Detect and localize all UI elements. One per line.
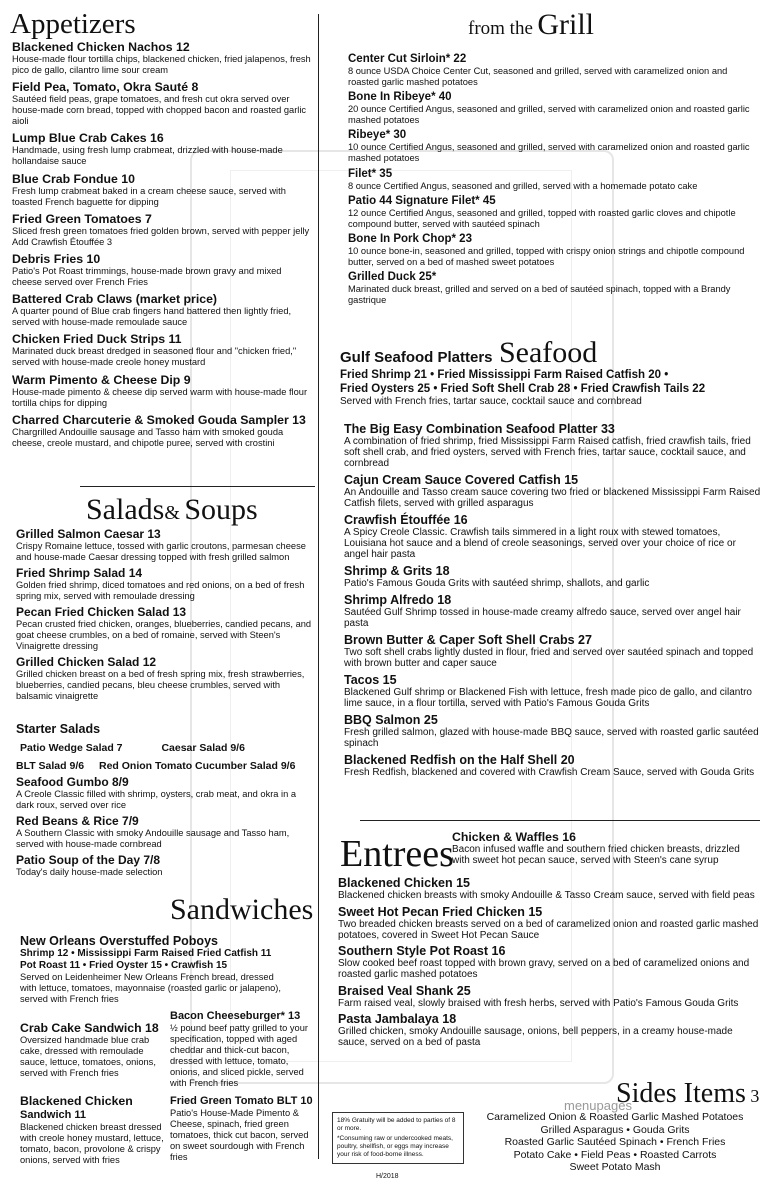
item-desc: Marinated duck breast, grilled and served on a bed of sautéed spinach, topped with a Brandy gastrique — [348, 284, 731, 306]
entrees-list — [338, 876, 762, 1052]
sandwiches-heading-text: Sandwiches — [170, 893, 314, 926]
item-desc: Blackened chicken breasts with smoky Andouille & Tasso Cream sauce, served with field peas — [338, 890, 755, 901]
item-name: Tacos 15 — [344, 673, 397, 687]
item-name: Pasta Jambalaya 18 — [338, 1012, 457, 1026]
item-name: Field Pea, Tomato, Okra Sauté 8 — [12, 80, 199, 95]
sides-list — [468, 1111, 762, 1174]
item-name: Charred Charcuterie & Smoked Gouda Sampler 13 — [12, 412, 306, 427]
poboy-line-2: Pot Roast 11 • Fried Oyster 15 • Crawfish 15 — [20, 960, 228, 971]
side-item-line: Caramelized Onion & Roasted Garlic Mashed Potatoes — [486, 1111, 744, 1123]
menu-item — [344, 422, 762, 469]
item-name: Center Cut Sirloin* 22 — [348, 53, 467, 65]
item-desc: Sautéed field peas, grape tomatoes, and fresh cut okra served over house-made corn bread, topped with chopped bacon and roasted garlic aioli — [12, 94, 307, 127]
starter-item: Red Onion Tomato Cucumber Salad 9/6 — [99, 760, 296, 772]
item-desc: 10 ounce Certified Angus, seasoned and grilled, served with caramelized onion and roasted garlic mashed potatoes — [348, 142, 750, 164]
item-desc: Blackened chicken breast dressed with creole honey mustard, lettuce, tomato, bacon, provolone & crispy onions, served with fries — [20, 1122, 164, 1165]
seafood-platters-heading: Gulf Seafood Platters — [340, 349, 493, 366]
starter-salads — [16, 722, 316, 773]
item-desc: A Spicy Creole Classic. Crawfish tails simmered in a light roux with stewed tomatoes, Louisiana hot sauce and a blend of creole seasonings, served over your choice of rice or angel hair pasta — [344, 527, 736, 560]
crab-cake-sandwich — [20, 1021, 168, 1079]
menu-item — [338, 1012, 762, 1048]
item-name: Battered Crab Claws (market price) — [12, 292, 218, 307]
item-name: The Big Easy Combination Seafood Platter 33 — [344, 422, 615, 436]
item-name: Braised Veal Shank 25 — [338, 983, 471, 998]
item-name: Blackened Chicken — [20, 1094, 133, 1108]
menu-item — [16, 775, 316, 811]
menu-item — [348, 90, 758, 126]
seafood-divider — [360, 820, 760, 821]
menu-item — [16, 853, 316, 878]
menu-item — [344, 513, 762, 560]
menu-item — [348, 270, 758, 306]
item-desc: Slow cooked beef roast topped with brown gravy, served on a bed of caramelized onions and roasted garlic mashed potatoes — [338, 958, 750, 980]
menu-item — [348, 52, 758, 88]
chicken-and-waffles — [452, 830, 760, 866]
menu-item — [344, 673, 762, 709]
menu-item — [12, 40, 312, 76]
item-desc: Pecan crusted fried chicken, oranges, blueberries, candied pecans, and goat cheese crumbles, on a bed of romaine, served with Steen's Vinaigrette dressing — [16, 619, 312, 651]
menu-item — [16, 814, 316, 850]
salads-heading-word2: Soups — [184, 493, 258, 526]
seafood-heading — [340, 338, 597, 368]
item-name: Bone In Pork Chop* 23 — [348, 232, 472, 245]
side-item-line: Sweet Potato Mash — [569, 1161, 661, 1173]
item-name: Shrimp Alfredo 18 — [344, 593, 452, 607]
side-item-line: Potato Cake • Field Peas • Roasted Carrots — [513, 1148, 717, 1161]
menu-item — [12, 292, 312, 328]
item-name: Ribeye* 30 — [348, 129, 407, 142]
item-desc: A quarter pound of Blue crab fingers hand battered then lightly fried, served with house-made remoulade sauce — [12, 306, 292, 328]
menu-item — [344, 713, 762, 749]
starter-item: Caesar Salad 9/6 — [161, 742, 245, 754]
gratuity-notice — [332, 1112, 464, 1164]
menu-item — [338, 905, 762, 941]
menu-item — [344, 593, 762, 629]
sides-heading — [616, 1080, 759, 1108]
item-desc: Marinated duck breast dredged in seasoned flour and "chicken fried," served with house-made creole honey mustard — [12, 346, 297, 368]
menu-item — [16, 566, 316, 602]
item-desc: An Andouille and Tasso cream sauce covering two fried or blackened Mississippi Farm Raised Catfish filets, served with grilled asparagus — [344, 487, 761, 509]
item-desc: Crispy Romaine lettuce, tossed with garlic croutons, parmesan cheese and house-made Caesar dressing topped with fresh grilled salmon — [16, 541, 306, 562]
item-desc: Grilled chicken breast on a bed of fresh spring mix, fresh strawberries, blueberries, candied pecans, bleu cheese crumbles, served with balsamic vinaigrette — [16, 669, 305, 701]
item-name: BBQ Salmon 25 — [344, 713, 438, 727]
item-name: Southern Style Pot Roast 16 — [338, 944, 506, 958]
side-item-line: Roasted Garlic Sautéed Spinach • French Fries — [504, 1136, 726, 1148]
gratuity-text: 18% Gratuity will be added to parties of 8 or more. — [337, 1117, 456, 1132]
poboys — [20, 934, 320, 1005]
menu-item — [344, 564, 762, 589]
grill-list — [348, 52, 758, 308]
item-desc: A combination of fried shrimp, fried Mississippi Farm Raised catfish, fried crawfish tails, fried soft shell crab, and fried oysters, served with French fries, tartar sauce, cocktail sauce, and cornbread — [344, 436, 751, 469]
item-name: Patio Soup of the Day 7/8 — [16, 853, 161, 867]
blackened-chicken-sandwich — [20, 1094, 168, 1166]
menu-item — [348, 128, 758, 164]
platter-line-1: Fried Shrimp 21 • Fried Mississippi Farm Raised Catfish 20 • — [340, 369, 669, 381]
print-date: H/2018 — [376, 1173, 399, 1180]
appetizers-heading: Appetizers — [10, 8, 136, 40]
menu-item — [12, 212, 312, 248]
item-name: Chicken & Waffles 16 — [452, 830, 576, 844]
item-desc: 8 ounce USDA Choice Center Cut, seasoned and grilled, served with caramelized onion and roasted garlic mashed potatoes — [348, 66, 728, 87]
menu-item — [12, 413, 312, 449]
item-name: Shrimp & Grits 18 — [344, 564, 450, 578]
item-name: Patio 44 Signature Filet* 45 — [348, 194, 496, 207]
item-desc: Grilled chicken, smoky Andouille sausage, onions, bell peppers, in a creamy house-made sauce, served on a bed of pasta — [338, 1026, 733, 1048]
item-desc: Fresh lump crabmeat baked in a cream cheese sauce, served with toasted French baguette for dipping — [12, 185, 286, 207]
entrees-heading — [340, 835, 454, 873]
item-desc: Golden fried shrimp, diced tomatoes and red onions, on a bed of fresh spring mix, served with remoulade dressing — [16, 580, 305, 601]
item-desc: Fresh Redfish, blackened and covered with Crawfish Cream Sauce, served with Gouda Grits — [344, 767, 755, 778]
sides-price: 3 — [750, 1086, 760, 1106]
item-name: Fried Green Tomatoes 7 — [12, 211, 152, 226]
item-desc: Handmade, using fresh lump crabmeat, drizzled with house-made hollandaise sauce — [12, 145, 283, 167]
bacon-cheeseburger — [170, 1009, 320, 1089]
item-desc: Farm raised veal, slowly braised with fresh herbs, served with Patio's Famous Gouda Grits — [338, 997, 739, 1009]
menu-item — [12, 131, 312, 167]
salads-list — [16, 527, 316, 705]
item-desc: ½ pound beef patty grilled to your specification, topped with aged cheddar and thick-cut bacon, dressed with lettuce, tomato, onions, and sliced pickle, served with French fries — [170, 1023, 308, 1088]
item-name: Grilled Chicken Salad 12 — [16, 655, 157, 669]
item-name: Lump Blue Crab Cakes 16 — [12, 131, 164, 146]
starter-row-1 — [16, 741, 316, 755]
menu-item — [344, 633, 762, 669]
platter-desc: Served with French fries, tartar sauce, cocktail sauce and cornbread — [340, 396, 642, 407]
soups-list — [16, 775, 316, 881]
menu-item — [12, 252, 312, 288]
item-desc: Today's daily house-made selection — [16, 867, 163, 877]
salads-heading-word1: Salads — [86, 493, 165, 526]
item-name: Blackened Redfish on the Half Shell 20 — [344, 753, 575, 767]
item-name: Fried Shrimp Salad 14 — [16, 566, 143, 580]
item-desc: Oversized handmade blue crab cake, dressed with remoulade sauce, lettuce, tomatoes, onions, served with French fries — [20, 1035, 156, 1078]
poboy-name: New Orleans Overstuffed Poboys — [20, 934, 218, 948]
menu-item — [16, 605, 316, 652]
sides-heading-text: Sides Items — [616, 1078, 746, 1109]
item-name: Seafood Gumbo 8/9 — [16, 775, 129, 789]
item-desc: House-made flour tortilla chips, blackened chicken, fried jalapenos, fresh pico de gallo, cilantro lime sour cream — [12, 54, 311, 75]
menu-item — [12, 373, 312, 409]
grill-heading-big: Grill — [537, 8, 595, 41]
appetizers-divider — [80, 486, 315, 487]
item-name: Debris Fries 10 — [12, 251, 101, 266]
item-desc: 10 ounce bone-in, seasoned and grilled, topped with crispy onion strings and chipotle compound butter, served on a bed of mashed sweet potatoes — [348, 245, 745, 267]
item-desc: Fresh grilled salmon, glazed with house-made BBQ sauce, served with roasted garlic sautéed spinach — [344, 727, 759, 749]
starter-item: BLT Salad 9/6 — [16, 760, 85, 772]
menu-item — [16, 655, 316, 702]
platter-line-2: Fried Oysters 25 • Fried Soft Shell Crab 28 • Fried Crawfish Tails 22 — [340, 383, 706, 395]
item-name: Brown Butter & Caper Soft Shell Crabs 27 — [344, 633, 592, 647]
starter-salads-heading: Starter Salads — [16, 722, 101, 736]
item-desc: Blackened Gulf shrimp or Blackened Fish with lettuce, fresh made pico de gallo, and cilantro lime sauce, in a flour tortilla, served with Patio's Famous Gouda Grits — [344, 687, 752, 709]
fried-green-tomato-blt — [170, 1094, 320, 1163]
poboy-line-1: Shrimp 12 • Mississippi Farm Raised Fried Catfish 11 — [20, 948, 272, 959]
seafood-list — [344, 422, 762, 782]
menu-item — [344, 473, 762, 509]
item-desc: Patio's Famous Gouda Grits with sautéed shrimp, shallots, and garlic — [344, 578, 650, 589]
item-desc: 20 ounce Certified Angus, seasoned and grilled, served with caramelized onion and roasted garlic mashed potatoes — [348, 104, 750, 126]
item-name: Chicken Fried Duck Strips 11 — [12, 332, 182, 347]
menu-item — [344, 753, 762, 778]
entrees-heading-text: Entrees — [340, 833, 454, 875]
menu-item — [12, 172, 312, 208]
item-name: Filet* 35 — [348, 167, 393, 180]
item-name: Bacon Cheeseburger* 13 — [170, 1010, 301, 1022]
item-name: Grilled Duck 25* — [348, 271, 437, 284]
item-desc: 12 ounce Certified Angus, seasoned and grilled, topped with roasted garlic cloves and chipotle compound butter, served with sautéed spinach — [348, 207, 736, 229]
item-name: Bone In Ribeye* 40 — [348, 91, 452, 104]
item-name: Pecan Fried Chicken Salad 13 — [16, 605, 187, 619]
seafood-heading-text: Seafood — [498, 336, 598, 369]
salads-heading — [86, 495, 258, 525]
item-desc: Patio's House-Made Pimento & Cheese, spinach, fried green tomatoes, thick cut bacon, served on sweet sourdough with French fries — [170, 1108, 309, 1162]
side-item-line: Grilled Asparagus • Gouda Grits — [540, 1123, 690, 1136]
item-desc: House-made pimento & cheese dip served warm with house-made flour tortilla chips for dipping — [12, 386, 308, 408]
item-desc: Chargrilled Andouille sausage and Tasso ham with smoked gouda cheese, creole mustard, and chipotle puree, served with crostini — [12, 426, 284, 448]
grill-heading — [468, 10, 594, 40]
item-desc: Sliced fresh green tomatoes fried golden brown, served with pepper jelly Add Crawfish Étouffée 3 — [12, 225, 310, 247]
poboy-desc: Served on Leidenheimer New Orleans French bread, dressed with lettuce, tomatoes, mayonnaise (roasted garlic or jalapeno), served with French fries — [20, 972, 281, 1004]
item-name: Fried Green Tomato BLT 10 — [170, 1095, 313, 1107]
menu-item — [338, 984, 762, 1009]
salads-heading-amp: & — [164, 502, 180, 524]
item-name: Crab Cake Sandwich 18 — [20, 1021, 159, 1035]
item-desc: Sautéed Gulf Shrimp tossed in house-made creamy alfredo sauce, served over angel hair pasta — [344, 607, 741, 629]
menu-item — [338, 876, 762, 901]
menu-item — [12, 332, 312, 368]
menu-item — [12, 80, 312, 127]
starter-item: Patio Wedge Salad 7 — [20, 742, 123, 754]
item-name: Crawfish Étouffée 16 — [344, 513, 468, 527]
item-name: Warm Pimento & Cheese Dip 9 — [12, 372, 191, 387]
item-desc: Bacon infused waffle and southern fried chicken breasts, drizzled with sweet hot pecan sauce, served with Steen's cane syrup — [452, 844, 740, 866]
item-desc: Patio's Pot Roast trimmings, house-made brown gravy and mixed cheese served over French Fries — [12, 265, 282, 287]
menu-item — [348, 194, 758, 230]
item-desc: Two breaded chicken breasts served on a bed of caramelized onion and roasted garlic mashed potatoes, covered in Sweet Hot Pecan Sauce — [338, 918, 759, 941]
menu-item — [348, 167, 758, 192]
menupages-watermark: menupages — [564, 1098, 632, 1113]
item-name: Sweet Hot Pecan Fried Chicken 15 — [338, 904, 543, 919]
raw-food-warning: *Consuming raw or undercooked meats, poultry, shellfish, or eggs may increase your risk of food-borne illness. — [337, 1135, 453, 1158]
menu-item — [348, 232, 758, 268]
sandwiches-heading — [170, 895, 313, 925]
item-desc: A Southern Classic with smoky Andouille sausage and Tasso ham, served with house-made cornbread — [16, 828, 290, 849]
item-name: Blue Crab Fondue 10 — [12, 171, 135, 186]
item-name: Red Beans & Rice 7/9 — [16, 814, 139, 828]
item-desc: 8 ounce Certified Angus, seasoned and grilled, served with a homemade potato cake — [348, 180, 698, 191]
appetizers-list — [12, 40, 312, 453]
item-name: Blackened Chicken Nachos 12 — [12, 40, 190, 54]
item-desc: Two soft shell crabs lightly dusted in flour, fried and served over sautéed spinach and topped with brown butter and caper sauce — [344, 647, 754, 669]
menu-item — [338, 944, 762, 980]
item-name: Sandwich 11 — [20, 1109, 87, 1121]
item-name: Blackened Chicken 15 — [338, 876, 471, 890]
grill-heading-small: from the — [468, 18, 533, 39]
starter-row-2 — [16, 759, 316, 773]
menu-item — [16, 527, 316, 563]
item-desc: A Creole Classic filled with shrimp, oysters, crab meat, and okra in a dark roux, served over rice — [16, 789, 297, 810]
item-name: Cajun Cream Sauce Covered Catfish 15 — [344, 473, 579, 487]
seafood-platters — [340, 368, 760, 407]
item-name: Grilled Salmon Caesar 13 — [16, 527, 161, 541]
